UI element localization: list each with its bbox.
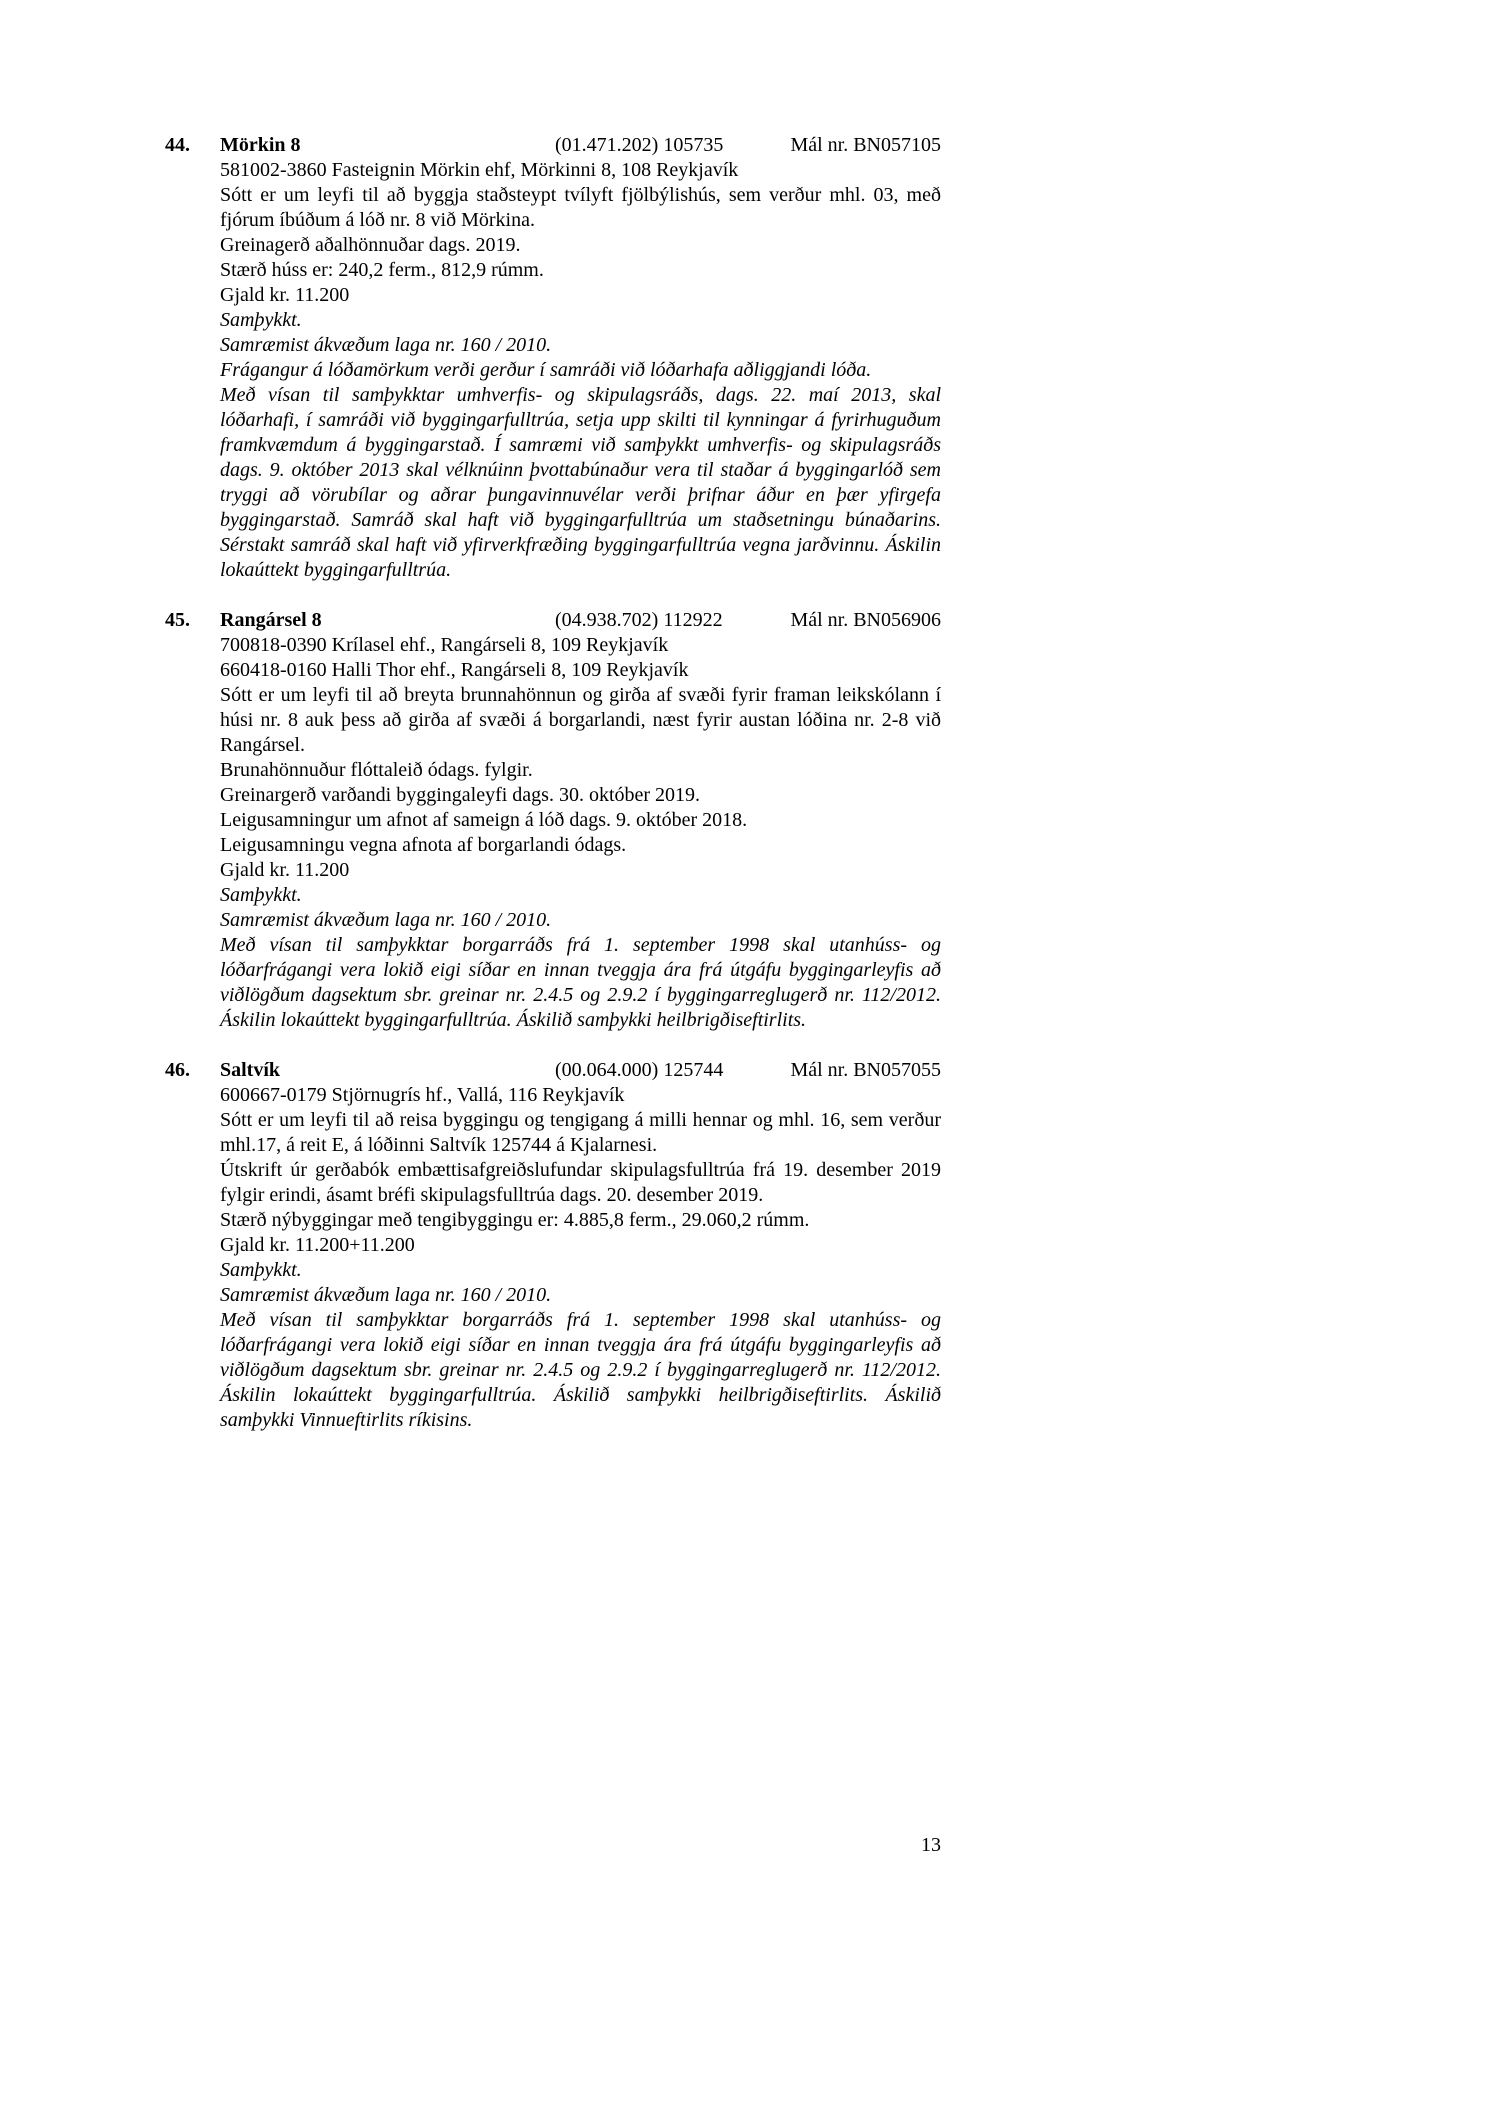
detail-line: Gjald kr. 11.200 bbox=[220, 859, 350, 881]
item-title: Rangársel 8 bbox=[220, 609, 322, 631]
detail-line: Stærð nýbyggingar með tengibyggingu er: 4.885,8 ferm., 29.060,2 rúmm. bbox=[220, 1209, 810, 1231]
detail-line: Gjald kr. 11.200+11.200 bbox=[220, 1234, 415, 1256]
item-number: 44. bbox=[165, 134, 190, 156]
resolution-line: Samþykkt. bbox=[220, 884, 302, 906]
detail-line: Sótt er um leyfi til að byggja staðsteypt tvílyft fjölbýlishús, sem verður mhl. 03, með fjórum íbúðum á lóð nr. 8 við Mörkina. bbox=[220, 184, 941, 231]
item-header bbox=[165, 133, 941, 158]
detail-line: Leigusamningur um afnot af sameign á lóð dags. 9. október 2018. bbox=[220, 809, 748, 831]
detail-line: 700818-0390 Krílasel ehf., Rangárseli 8, 109 Reykjavík bbox=[220, 634, 669, 656]
resolution-line: Samþykkt. bbox=[220, 309, 302, 331]
detail-line: 660418-0160 Halli Thor ehf., Rangárseli 8, 109 Reykjavík bbox=[220, 659, 689, 681]
detail-line: Greinagerð aðalhönnuðar dags. 2019. bbox=[220, 234, 521, 256]
item-number: 45. bbox=[165, 609, 190, 631]
resolution-line: Frágangur á lóðamörkum verði gerður í samráði við lóðarhafa aðliggjandi lóða. bbox=[220, 359, 872, 381]
resolution-line: Með vísan til samþykktar borgarráðs frá 1. september 1998 skal utanhúss- og lóðarfrágangi vera lokið eigi síðar en innan tveggja ára frá útgáfu byggingarleyfis að viðlögðum dagsektum sbr. greinar nr. 2.4.5 og 2.9.2 í byggingarreglugerð nr. 112/2012. Áskilin lokaúttekt byggingarfulltrúa. Áskilið samþykki heilbrigðiseftirlits. Áskilið samþykki Vinnueftirlits ríkisins. bbox=[220, 1309, 941, 1431]
detail-line: Leigusamningu vegna afnota af borgarlandi ódags. bbox=[220, 834, 627, 856]
item-reference: (01.471.202) 105735 bbox=[555, 134, 724, 156]
item-body bbox=[220, 158, 941, 583]
item-body bbox=[220, 1083, 941, 1433]
resolution-line: Samþykkt. bbox=[220, 1259, 302, 1281]
detail-line: Gjald kr. 11.200 bbox=[220, 284, 350, 306]
item-body bbox=[220, 633, 941, 1033]
detail-line: Sótt er um leyfi til að breyta brunnahönnun og girða af svæði fyrir framan leikskólann í húsi nr. 8 auk þess að girða af svæði á borgarlandi, næst fyrir austan lóðina nr. 2-8 við Rangársel. bbox=[220, 684, 941, 756]
detail-line: Sótt er um leyfi til að reisa byggingu og tengigang á milli hennar og mhl. 16, sem verður mhl.17, á reit E, á lóðinni Saltvík 125744 á Kjalarnesi. bbox=[220, 1109, 941, 1156]
detail-line: Útskrift úr gerðabók embættisafgreiðslufundar skipulagsfulltrúa frá 19. desember 2019 fylgir erindi, ásamt bréfi skipulagsfulltrúa dags. 20. desember 2019. bbox=[220, 1159, 941, 1206]
item-case-number: Mál nr. BN057055 bbox=[790, 1059, 941, 1081]
item-reference: (04.938.702) 112922 bbox=[555, 609, 723, 631]
page-number: 13 bbox=[921, 1834, 941, 1856]
detail-line: 581002-3860 Fasteignin Mörkin ehf, Mörkinni 8, 108 Reykjavík bbox=[220, 159, 739, 181]
item-header bbox=[165, 1058, 941, 1083]
item-number: 46. bbox=[165, 1059, 190, 1081]
agenda-item bbox=[165, 133, 941, 583]
item-header bbox=[165, 608, 941, 633]
detail-line: Greinargerð varðandi byggingaleyfi dags. 30. október 2019. bbox=[220, 784, 701, 806]
item-case-number: Mál nr. BN056906 bbox=[790, 609, 941, 631]
detail-line: Stærð húss er: 240,2 ferm., 812,9 rúmm. bbox=[220, 259, 544, 281]
agenda-item bbox=[165, 1058, 941, 1433]
detail-line: Brunahönnuður flóttaleið ódags. fylgir. bbox=[220, 759, 533, 781]
agenda-items bbox=[165, 133, 941, 1458]
item-title: Mörkin 8 bbox=[220, 134, 301, 156]
item-title: Saltvík bbox=[220, 1059, 281, 1081]
agenda-item bbox=[165, 608, 941, 1033]
resolution-line: Samræmist ákvæðum laga nr. 160 / 2010. bbox=[220, 909, 552, 931]
detail-line: 600667-0179 Stjörnugrís hf., Vallá, 116 Reykjavík bbox=[220, 1084, 625, 1106]
resolution-line: Með vísan til samþykktar umhverfis- og skipulagsráðs, dags. 22. maí 2013, skal lóðarhafi, í samráði við byggingarfulltrúa, setja upp skilti til kynningar á fyrirhuguðum framkvæmdum á byggingarstað. Í samræmi við samþykkt umhverfis- og skipulagsráðs dags. 9. október 2013 skal vélknúinn þvottabúnaður vera til staðar á byggingarlóð sem tryggi að vörubílar og aðrar þungavinnuvélar verði þrifnar áður en þær yfirgefa byggingarstað. Samráð skal haft við byggingarfulltrúa um staðsetningu búnaðarins. Sérstakt samráð skal haft við yfirverkfræðing byggingarfulltrúa vegna jarðvinnu. Áskilin lokaúttekt byggingarfulltrúa. bbox=[220, 384, 941, 581]
resolution-line: Samræmist ákvæðum laga nr. 160 / 2010. bbox=[220, 334, 552, 356]
item-case-number: Mál nr. BN057105 bbox=[790, 134, 941, 156]
resolution-line: Samræmist ákvæðum laga nr. 160 / 2010. bbox=[220, 1284, 552, 1306]
resolution-line: Með vísan til samþykktar borgarráðs frá 1. september 1998 skal utanhúss- og lóðarfrágangi vera lokið eigi síðar en innan tveggja ára frá útgáfu byggingarleyfis að viðlögðum dagsektum sbr. greinar nr. 2.4.5 og 2.9.2 í byggingarreglugerð nr. 112/2012. Áskilin lokaúttekt byggingarfulltrúa. Áskilið samþykki heilbrigðiseftirlits. bbox=[220, 934, 941, 1031]
item-reference: (00.064.000) 125744 bbox=[555, 1059, 724, 1081]
